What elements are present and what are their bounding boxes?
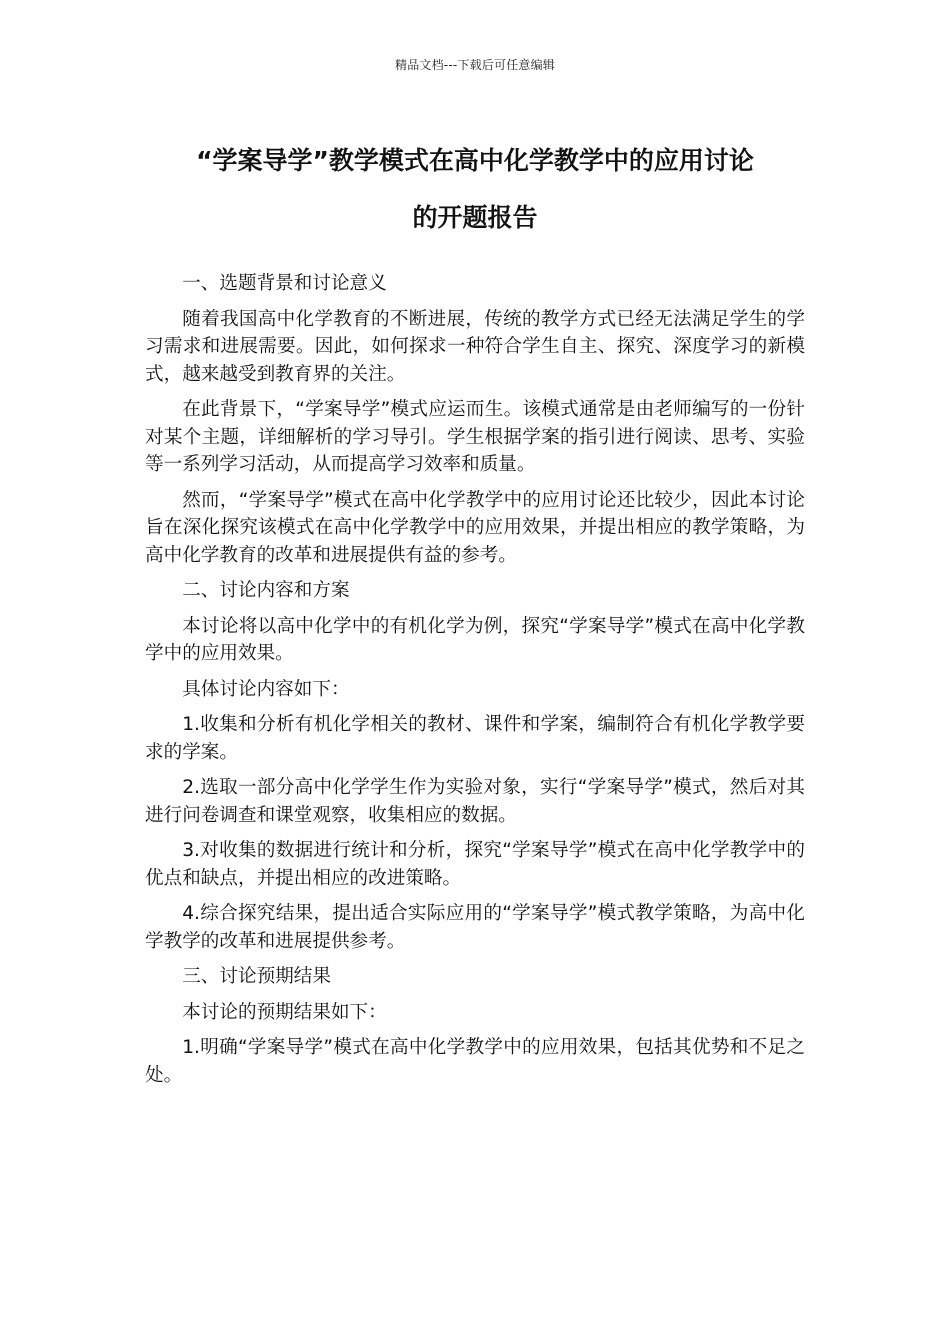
title-line-2: 的开题报告 bbox=[412, 203, 538, 232]
list-item: 2.选取一部分高中化学学生作为实验对象，实行“学案导学”模式，然后对其进行问卷调查和课堂观察，收集相应的数据。 bbox=[145, 777, 805, 826]
list-item: 1.明确“学案导学”模式在高中化学教学中的应用效果，包括其优势和不足之处。 bbox=[145, 1037, 805, 1086]
paragraph: 随着我国高中化学教育的不断进展，传统的教学方式已经无法满足学生的学习需求和进展需要。因此，如何探求一种符合学生自主、探究、深度学习的新模式，越来越受到教育界的关注。 bbox=[145, 308, 805, 385]
title-line-1: “学案导学”教学模式在高中化学教学中的应用讨论 bbox=[196, 146, 754, 175]
page-header: 精品文档---下载后可任意编辑 bbox=[395, 58, 555, 72]
section-heading-results: 三、讨论预期结果 bbox=[182, 966, 331, 987]
paragraph: 本讨论将以高中化学中的有机化学为例，探究“学案导学”模式在高中化学教学中的应用效果。 bbox=[145, 615, 805, 664]
document-title bbox=[120, 132, 830, 246]
section-heading-background: 一、选题背景和讨论意义 bbox=[182, 273, 387, 294]
section-heading-content: 二、讨论内容和方案 bbox=[182, 580, 350, 601]
list-item: 3.对收集的数据进行统计和分析，探究“学案导学”模式在高中化学教学中的优点和缺点，并提出相应的改进策略。 bbox=[145, 840, 805, 889]
list-item: 1.收集和分析有机化学相关的教材、课件和学案，编制符合有机化学教学要求的学案。 bbox=[145, 714, 805, 763]
document-body bbox=[145, 270, 805, 1097]
paragraph: 本讨论的预期结果如下： bbox=[182, 1001, 387, 1023]
paragraph: 具体讨论内容如下： bbox=[182, 678, 350, 700]
list-item: 4.综合探究结果，提出适合实际应用的“学案导学”模式教学策略，为高中化学教学的改革和进展提供参考。 bbox=[145, 903, 805, 952]
paragraph: 在此背景下，“学案导学”模式应运而生。该模式通常是由老师编写的一份针对某个主题，详细解析的学习导引。学生根据学案的指引进行阅读、思考、实验等一系列学习活动，从而提高学习效率和质量。 bbox=[145, 399, 805, 475]
paragraph: 然而，“学案导学”模式在高中化学教学中的应用讨论还比较少，因此本讨论旨在深化探究该模式在高中化学教学中的应用效果，并提出相应的教学策略，为高中化学教育的改革和进展提供有益的参考。 bbox=[145, 489, 805, 566]
